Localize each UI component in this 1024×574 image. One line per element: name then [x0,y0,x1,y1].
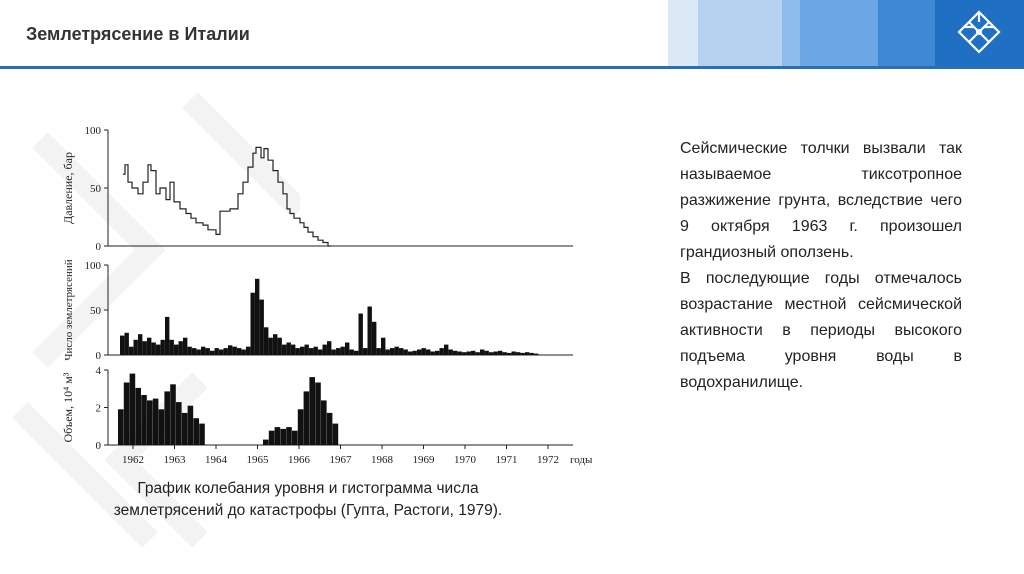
earthquake-count-bar [507,353,511,355]
x-tick-label: 1964 [205,454,227,466]
volume-bar [327,413,333,445]
earthquake-count-bar [485,351,489,355]
volume-bar [193,418,199,445]
earthquake-count-bar [422,348,426,355]
volume-bar [124,383,130,446]
earthquake-count-bar [156,345,160,355]
earthquake-count-bar [413,351,417,355]
y-tick-label: 100 [84,260,101,272]
earthquake-count-bar [530,353,534,355]
earthquake-count-bar [237,348,241,355]
earthquake-count-bar [399,348,403,355]
pressure-series-line [123,147,331,246]
header-stripe [668,0,698,66]
y-tick-label: 0 [95,440,101,452]
x-tick-label: 1968 [371,454,393,466]
earthquake-count-bar [291,345,295,355]
earthquake-count-bar [372,322,376,355]
volume-bar [141,395,147,445]
earthquake-count-bar [224,348,228,355]
volume-bar [147,400,153,445]
y-axis-label: Число землетрясений [63,259,75,361]
x-tick-label: 1966 [288,454,310,466]
chart-caption: График колебания уровня и гистограмма числа землетрясений до катастрофы (Гупта, Растоги, 1979). [113,480,503,519]
earthquake-count-bar [251,293,255,355]
earthquake-count-bar [278,338,282,355]
volume-bar [333,424,339,445]
volume-bar [275,427,281,445]
earthquake-count-bar [228,345,232,355]
earthquake-count-bar [318,350,322,356]
earthquake-count-bar [273,334,277,355]
earthquake-count-bar [210,351,214,355]
volume-bar [176,402,182,445]
earthquake-count-bar [386,350,390,356]
earthquake-count-bar [179,341,183,355]
earthquake-count-bar [354,351,358,355]
header-stripe [800,0,878,66]
earthquake-count-bar [125,333,129,355]
earthquake-count-bar [282,345,286,355]
header-stripe [878,0,935,66]
x-tick-label: 1970 [454,454,476,466]
x-tick-label: 1971 [495,454,518,466]
earthquake-count-bar [296,348,300,355]
earthquake-count-bar [201,347,205,355]
earthquake-count-bar [260,300,264,355]
earthquake-count-bar [426,350,430,356]
paragraph-2: В последующие годы отмечалось возрастание местной сейсмической активности в периоды высокого подъема уровня воды в водохранилище. [680,270,962,391]
earthquake-count-bar [206,348,210,355]
x-tick-label: 1963 [163,454,186,466]
earthquake-count-bar [512,352,516,356]
volume-bar [321,400,327,445]
earthquake-count-bar [188,347,192,355]
earthquake-count-bar [435,351,439,355]
earthquake-count-bar [503,352,507,355]
body-text [680,136,962,396]
volume-bar [159,409,165,445]
earthquake-count-bar [471,351,475,355]
earthquake-count-bar [287,343,291,356]
x-unit-label: годы [570,454,593,466]
earthquake-count-bar [480,350,484,356]
volume-bar [292,431,298,445]
earthquake-count-bar [174,345,178,355]
volume-bar [170,384,176,445]
volume-bar [182,413,188,445]
header-bar [0,0,1024,68]
y-tick-label: 2 [95,402,101,415]
y-tick-label: 50 [90,183,101,195]
paragraph-1: Сейсмические толчки вызвали так называемое тиксотропное разжижение грунта, вследствие чего 9 октября 1963 г. произошел грандиозный оползень. [680,140,962,261]
earthquake-count-bar [170,340,174,355]
x-tick-label: 1972 [537,454,559,466]
x-tick-label: 1965 [246,454,269,466]
earthquake-count-bar [489,352,493,355]
x-tick-label: 1967 [329,454,352,466]
earthquake-count-bar [494,352,498,356]
earthquake-count-bar [327,341,331,355]
earthquake-count-bar [161,340,165,355]
earthquake-count-bar [242,350,246,356]
x-tick-label: 1962 [122,454,144,466]
earthquake-count-bar [498,351,502,355]
volume-bar [135,388,141,445]
volume-bar [286,427,292,445]
y-tick-label: 0 [95,350,101,362]
earthquake-count-bar [350,350,354,356]
earthquake-count-bar [264,327,268,355]
earthquake-count-bar [219,350,223,356]
earthquake-count-bar [377,348,381,355]
x-tick-label: 1969 [412,454,435,466]
earthquake-count-bar [183,338,187,355]
volume-bar [298,409,304,445]
earthquake-count-bar [197,350,201,356]
earthquake-count-bar [404,350,408,356]
earthquake-count-bar [368,307,372,356]
volume-bar [280,429,286,445]
volume-bar [269,431,275,445]
volume-bar [263,440,269,445]
earthquake-count-bar [453,351,457,355]
earthquake-count-bar [305,345,309,355]
y-tick-label: 50 [90,305,101,317]
volume-bar [130,374,136,445]
earthquake-count-bar [390,348,394,355]
volume-bar [309,377,315,445]
earthquake-count-bar [395,347,399,355]
earthquake-count-bar [525,352,529,355]
earthquake-count-bar [476,352,480,355]
earthquake-count-bar [332,350,336,356]
earthquake-count-bar [314,347,318,355]
logo [935,0,1024,66]
earthquake-count-bar [363,348,367,355]
earthquake-count-bar [417,350,421,356]
y-tick-label: 0 [95,241,101,253]
earthquake-count-bar [408,352,412,356]
earthquake-count-bar [269,338,273,355]
earthquake-count-bar [467,352,471,356]
y-tick-label: 4 [95,365,101,377]
volume-bar [164,391,170,445]
volume-bar [315,383,321,446]
diamond-logo-icon [935,0,1024,66]
earthquake-count-bar [147,338,151,355]
earthquake-count-bar [143,341,147,355]
header-divider [0,66,1024,69]
earthquake-count-bar [165,317,169,355]
earthquake-count-bar [323,345,327,355]
earthquake-count-bar [120,336,124,355]
earthquake-count-bar [381,338,385,355]
seismic-chart [58,105,618,475]
earthquake-count-bar [134,340,138,355]
earthquake-count-bar [246,347,250,355]
volume-bar [188,406,194,445]
earthquake-count-bar [431,352,435,356]
earthquake-count-bar [255,279,259,355]
earthquake-count-bar [462,352,466,355]
earthquake-count-bar [152,343,156,356]
volume-bar [118,409,124,445]
volume-bar [304,391,310,445]
earthquake-count-bar [215,348,219,355]
earthquake-count-bar [336,348,340,355]
earthquake-count-bar [300,347,304,355]
y-axis-label: Объем, 10⁴ м³ [61,372,75,443]
header-stripe [698,0,782,66]
earthquake-count-bar [359,314,363,356]
page-title: Землетрясение в Италии [26,24,250,44]
earthquake-count-bar [444,345,448,355]
earthquake-count-bar [233,347,237,355]
y-axis-label: Давление, бар [61,152,75,224]
earthquake-count-bar [129,347,133,355]
earthquake-count-bar [341,347,345,355]
earthquake-count-bar [138,334,142,355]
earthquake-count-bar [309,348,313,355]
header-stripe [782,0,800,66]
y-tick-label: 100 [84,125,101,137]
earthquake-count-bar [345,343,349,356]
earthquake-count-bar [449,350,453,356]
volume-bar [199,424,205,445]
earthquake-count-bar [192,348,196,355]
earthquake-count-bar [458,352,462,356]
earthquake-count-bar [534,354,538,355]
earthquake-count-bar [516,352,520,355]
earthquake-count-bar [440,348,444,355]
earthquake-count-bar [521,353,525,355]
volume-bar [153,399,159,445]
